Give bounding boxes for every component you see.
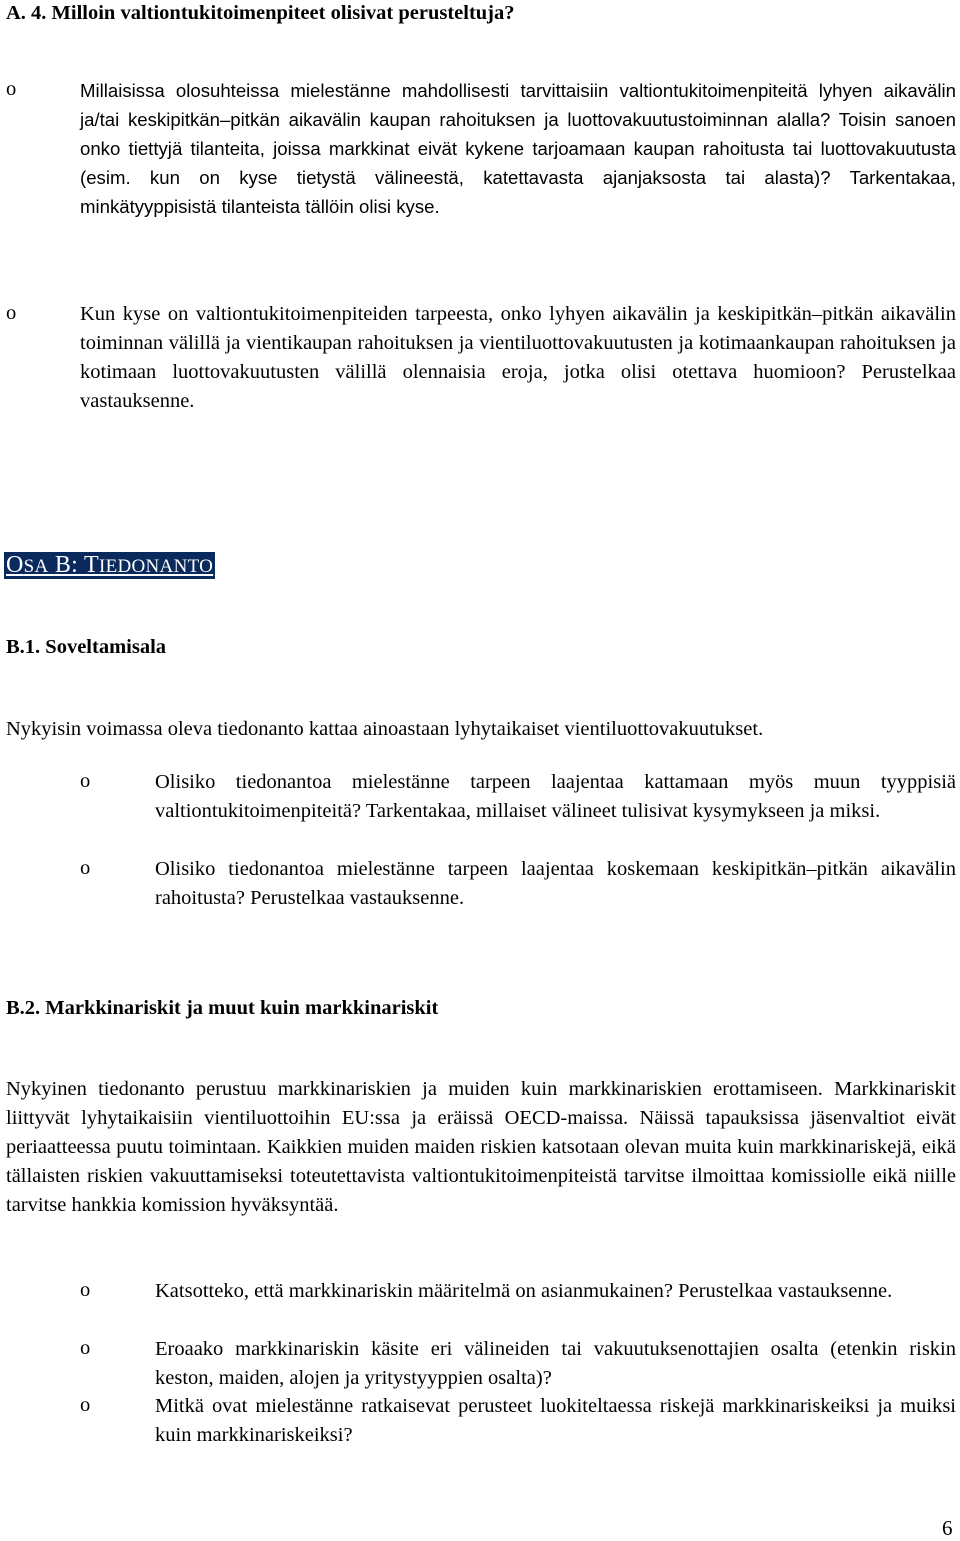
a4-bullet-1-text: Millaisissa olosuhteissa mielestänne mahdollisesti tarvittaisiin valtiontukitoimenpiteitä lyhyen aikavälin ja/tai keskipitkän–pitkän aikavälin kaupan rahoituksen ja luottovakuutustoiminnan alalla? Toisin sanoen onko tiettyjä tilanteita, joissa markkinat eivät kykene tarjoamaan kaupan rahoitusta tai luottovakuutusta (esim. kun on kyse tietystä välineestä, katettavasta ajanjaksosta tai alasta)? Tarkentakaa, minkätyyppisistä tilanteista tällöin olisi kyse.: [80, 80, 956, 217]
heading-b2: B.2. Markkinariskit ja muut kuin markkinariskit: [6, 997, 439, 1019]
b1-bullet-1-text: Olisiko tiedonantoa mielestänne tarpeen laajentaa kattamaan myös muun tyyppisiä valtiontukitoimenpiteitä? Tarkentakaa, millaiset välineet tulisivat kysymykseen ja miksi.: [155, 771, 956, 822]
page-number: 6: [942, 1516, 953, 1540]
b1-bullet-2-text: Olisiko tiedonantoa mielestänne tarpeen laajentaa koskemaan keskipitkän–pitkän aikavälin rahoitusta? Perustelkaa vastauksenne.: [155, 858, 956, 909]
b2-bullet-2-marker: o: [80, 1337, 91, 1359]
b2-bullet-1-text: Katsotteko, että markkinariskin määritelmä on asianmukainen? Perustelkaa vastauksenne.: [155, 1280, 893, 1302]
section-b-title: OSA B: TIEDONANTO: [6, 552, 214, 578]
b1-bullet-1-marker: o: [80, 770, 91, 792]
a4-bullet-2-text: Kun kyse on valtiontukitoimenpiteiden tarpeesta, onko lyhyen aikavälin ja keskipitkän–pitkän aikavälin toiminnan välillä ja vientikaupan rahoituksen ja vientiluottovakuutusten ja kotimaankaupan rahoituksen ja kotimaan luottovakuutusten välillä olennaisia eroja, jotka olisi otettava huomioon? Perustelkaa vastauksenne.: [80, 303, 956, 412]
b2-bullet-3-text: Mitkä ovat mielestänne ratkaisevat perusteet luokiteltaessa riskejä markkinariskeiksi ja muiksi kuin markkinariskeiksi?: [155, 1395, 956, 1446]
a4-bullet-1-marker: o: [6, 78, 17, 100]
a4-bullet-2-marker: o: [6, 302, 17, 324]
heading-a4: A. 4. Milloin valtiontukitoimenpiteet olisivat perusteltuja?: [6, 2, 515, 24]
b2-intro: Nykyinen tiedonanto perustuu markkinariskien ja muiden kuin markkinariskien erottamiseen. Markkinariskit liittyvät lyhytaikaisiin vientiluottoihin EU:ssa ja eräissä OECD-maissa. Näissä tapauksissa jäsenvaltiot eivät periaatteessa puutu toimintaan. Kaikkien muiden maiden riskien katsotaan olevan muita kuin markkinariskejä, eikä tällaisten riskien vakuuttamiseksi toteutettavista valtiontukitoimenpiteistä tarvitse ilmoittaa komissiolle eikä niille tarvitse hankkia komission hyväksyntää.: [6, 1078, 956, 1216]
b1-bullet-2-marker: o: [80, 857, 91, 879]
b1-intro: Nykyisin voimassa oleva tiedonanto kattaa ainoastaan lyhytaikaiset vientiluottovakuutukset.: [6, 718, 764, 740]
b2-bullet-3-marker: o: [80, 1394, 91, 1416]
b2-bullet-1-marker: o: [80, 1279, 91, 1301]
b2-bullet-2-text: Eroaako markkinariskin käsite eri välineiden tai vakuutuksenottajien osalta (etenkin riskin keston, maiden, alojen ja yritystyyppien osalta)?: [155, 1338, 956, 1389]
heading-b1: B.1. Soveltamisala: [6, 636, 167, 658]
